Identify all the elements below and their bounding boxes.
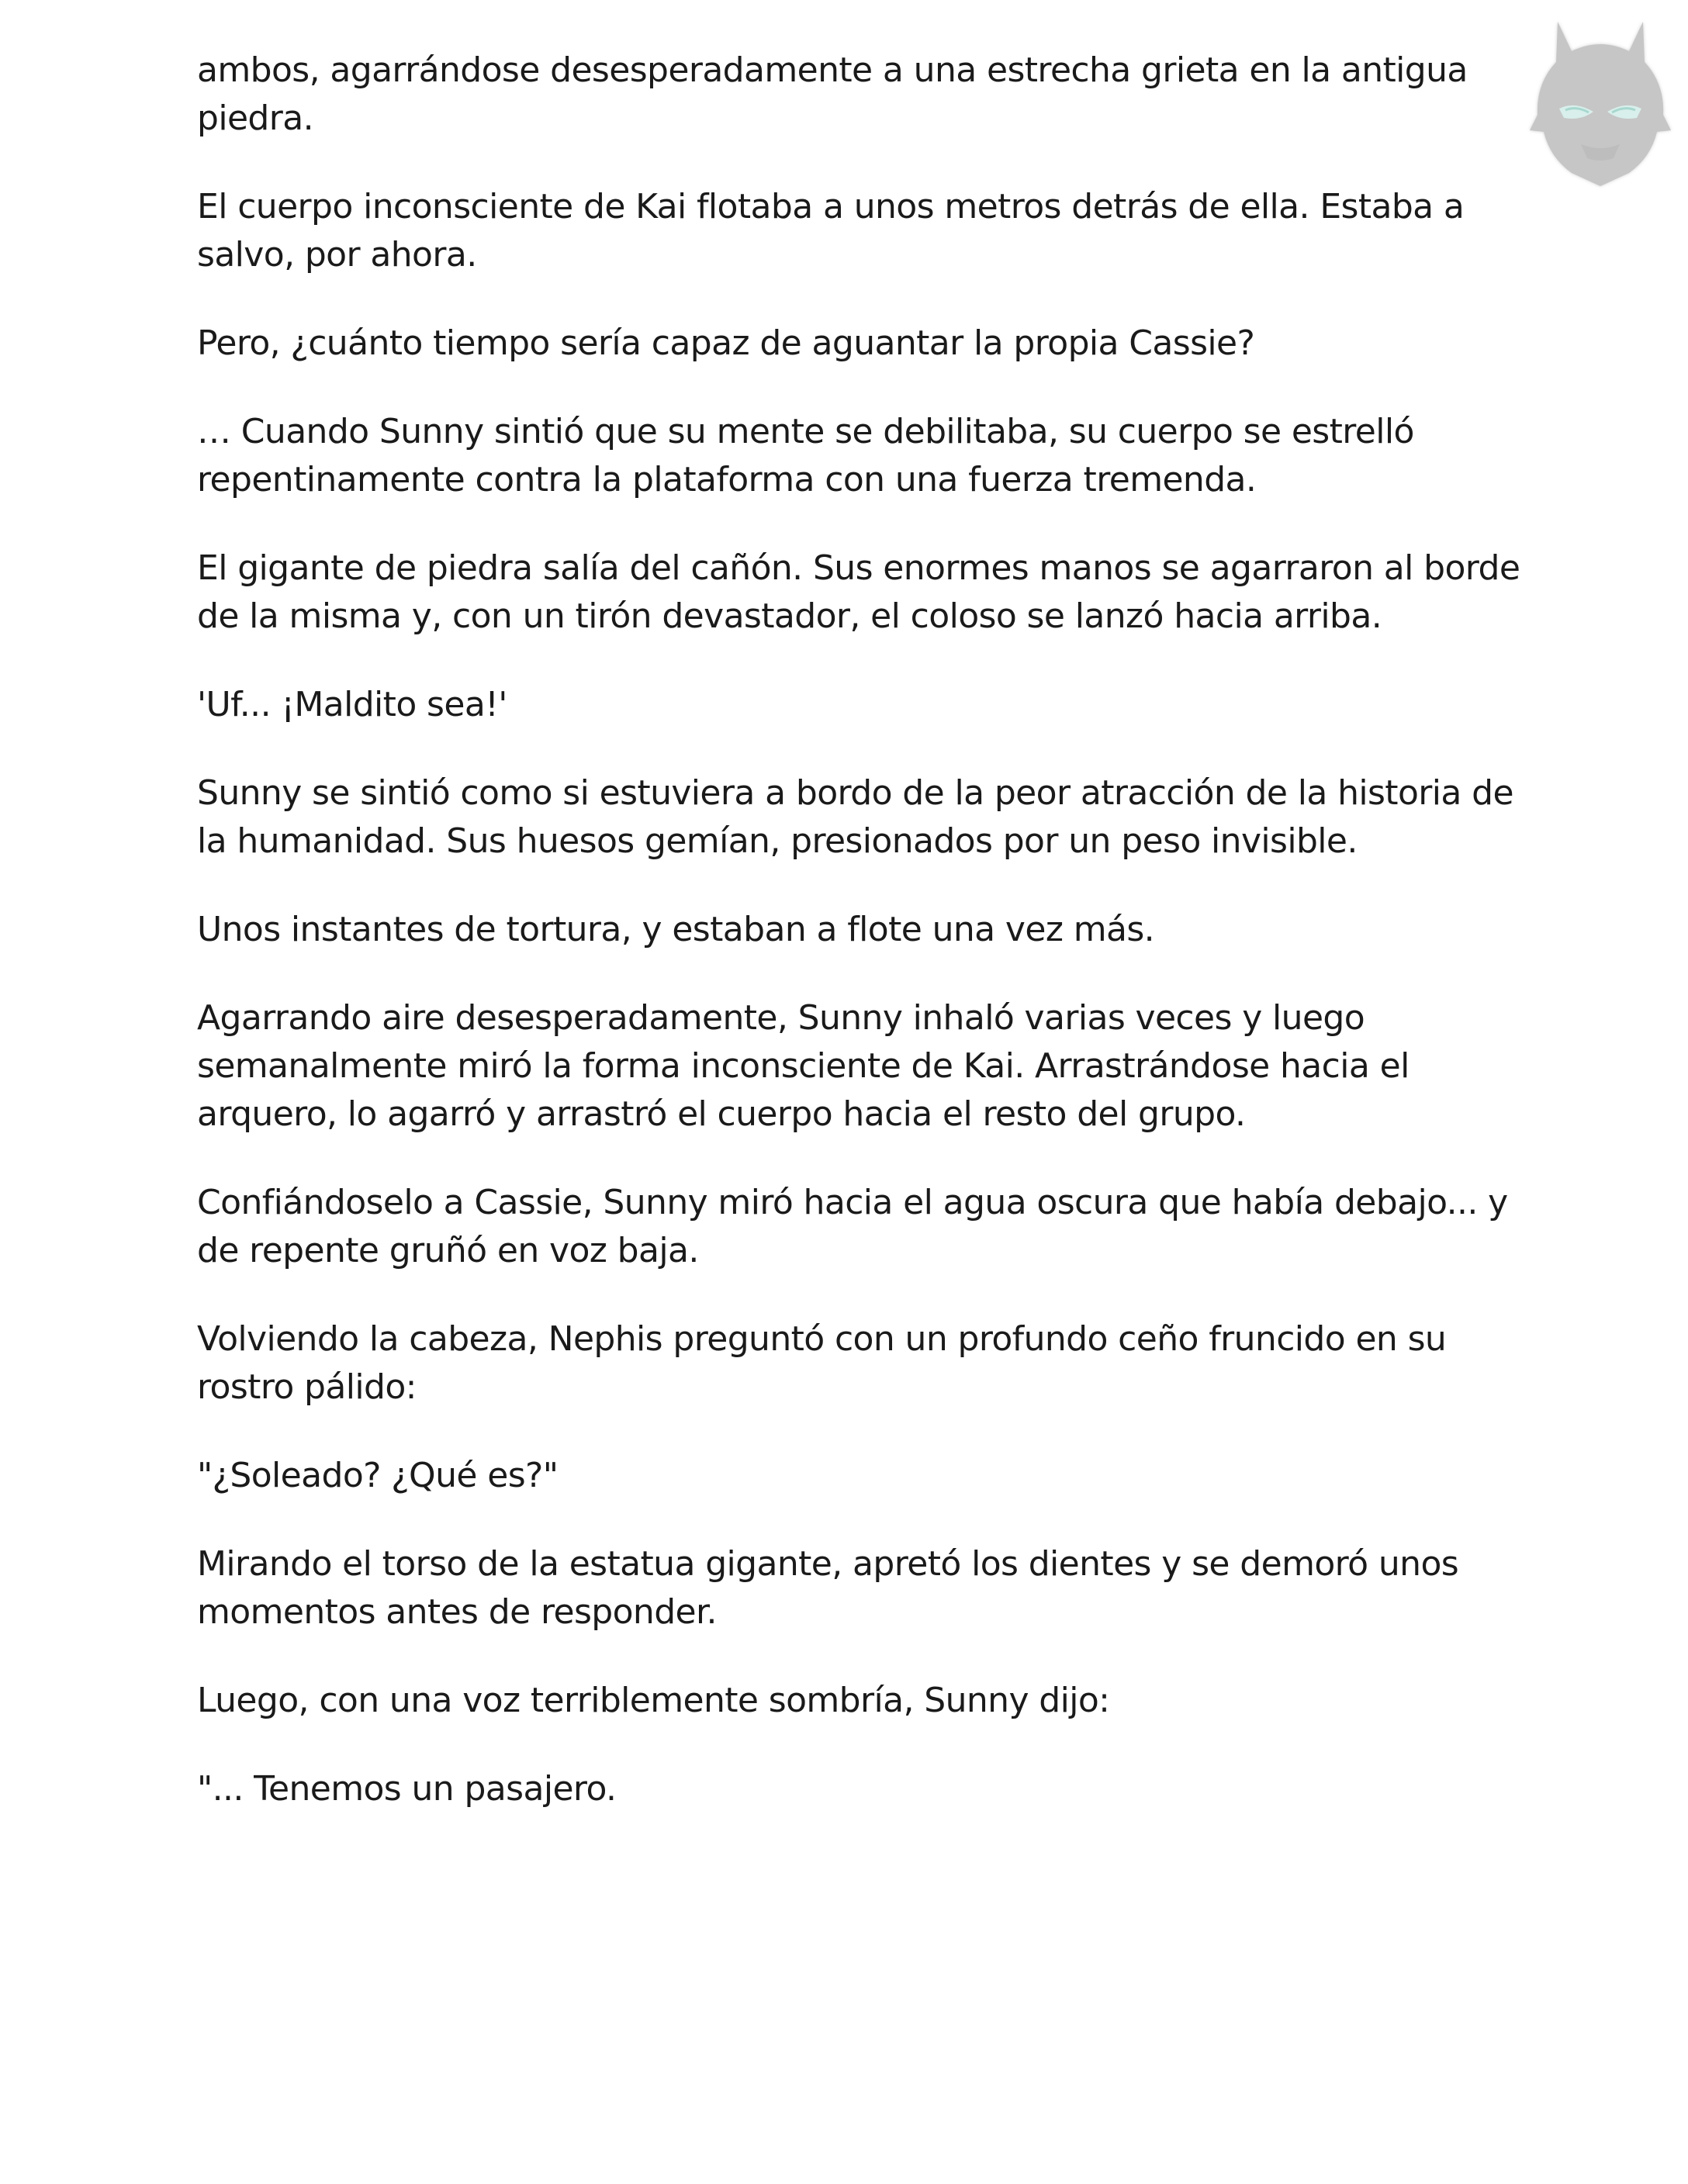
paragraph: Agarrando aire desesperadamente, Sunny inhaló varias veces y luego semanalmente miró la forma inconsciente de Kai. Arrastrándose hacia el arquero, lo agarró y arrastró el cuerpo hacia el resto del grupo.: [197, 998, 1410, 1134]
paragraph: Confiándoselo a Cassie, Sunny miró hacia el agua oscura que había debajo... y de repente gruñó en voz baja.: [197, 1183, 1508, 1270]
paragraph: "... Tenemos un pasajero.: [197, 1769, 617, 1809]
document-body: [197, 47, 1531, 1854]
paragraph: "¿Soleado? ¿Qué es?": [197, 1456, 559, 1495]
paragraph: Sunny se sintió como si estuviera a bordo de la peor atracción de la historia de la humanidad. Sus huesos gemían, presionados por un peso invisible.: [197, 773, 1513, 861]
paragraph: Pero, ¿cuánto tiempo sería capaz de aguantar la propia Cassie?: [197, 323, 1255, 363]
demon-head-icon: [1527, 14, 1674, 188]
paragraph: ambos, agarrándose desesperadamente a una estrecha grieta en la antigua piedra.: [197, 50, 1468, 138]
paragraph: Unos instantes de tortura, y estaban a flote una vez más.: [197, 910, 1155, 949]
paragraph: 'Uf... ¡Maldito sea!': [197, 685, 507, 724]
paragraph: El gigante de piedra salía del cañón. Sus enormes manos se agarraron al borde de la misma y, con un tirón devastador, el coloso se lanzó hacia arriba.: [197, 548, 1520, 636]
paragraph: Mirando el torso de la estatua gigante, apretó los dientes y se demoró unos momentos antes de responder.: [197, 1544, 1459, 1632]
paragraph: Luego, con una voz terriblemente sombría, Sunny dijo:: [197, 1681, 1110, 1720]
paragraph: El cuerpo inconsciente de Kai flotaba a unos metros detrás de ella. Estaba a salvo, por ahora.: [197, 187, 1465, 275]
paragraph: Volviendo la cabeza, Nephis preguntó con un profundo ceño fruncido en su rostro pálido:: [197, 1319, 1447, 1407]
paragraph: … Cuando Sunny sintió que su mente se debilitaba, su cuerpo se estrelló repentinamente contra la plataforma con una fuerza tremenda.: [197, 412, 1414, 499]
